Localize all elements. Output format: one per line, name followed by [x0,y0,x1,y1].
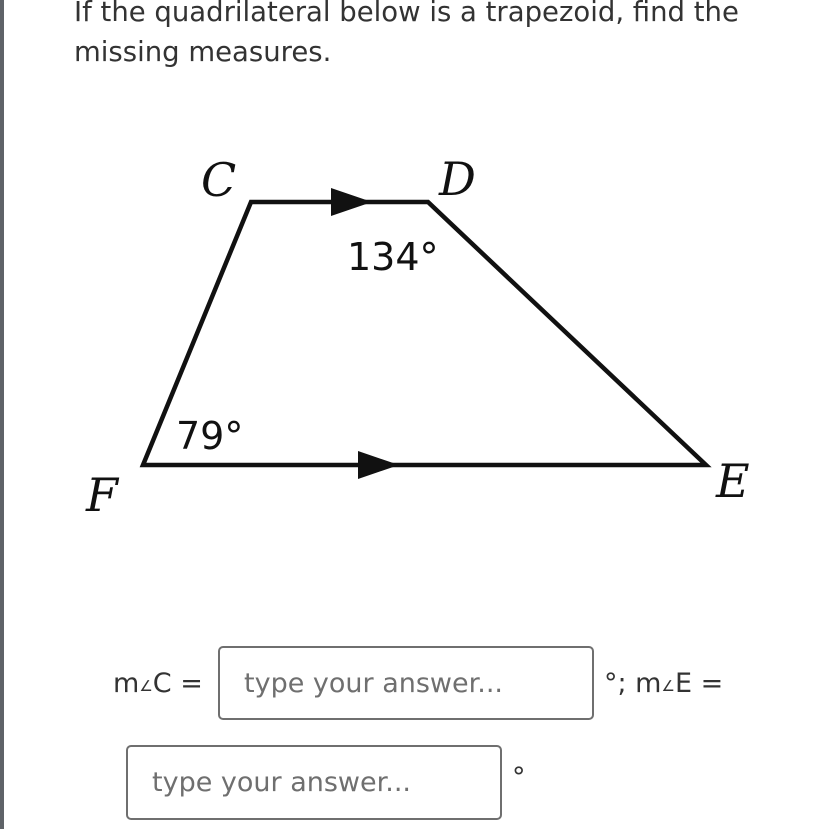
angle-c-prefix: m [113,668,140,699]
angle-c-suffix: °; m [604,668,662,699]
left-border [0,0,4,829]
angle-d-measure: 134° [347,235,439,279]
parallel-arrow-top [331,188,372,216]
angle-f-measure: 79° [176,414,244,458]
angle-symbol-icon: ∠ [661,677,675,695]
angle-c-letter: C [152,668,172,699]
vertex-label-c: C [201,153,237,207]
angle-e-answer-input[interactable] [126,745,502,820]
angle-e-equals: = [692,668,724,699]
angle-e-degree-suffix: ° [512,762,526,793]
angle-c-label [113,666,203,704]
angle-symbol-icon: ∠ [139,677,153,695]
angle-c-answer-input[interactable] [218,646,594,720]
angle-c-equals: = [171,668,203,699]
vertex-label-f: F [86,468,118,522]
angle-e-letter: E [674,668,692,699]
vertex-label-e: E [716,454,750,508]
parallel-arrow-bottom [358,451,399,479]
angle-e-label [604,666,723,704]
vertex-label-d: D [439,152,476,206]
trapezoid-shape [143,202,706,465]
question-text: If the quadrilateral below is a trapezoid, find the missing measures. [74,0,739,68]
